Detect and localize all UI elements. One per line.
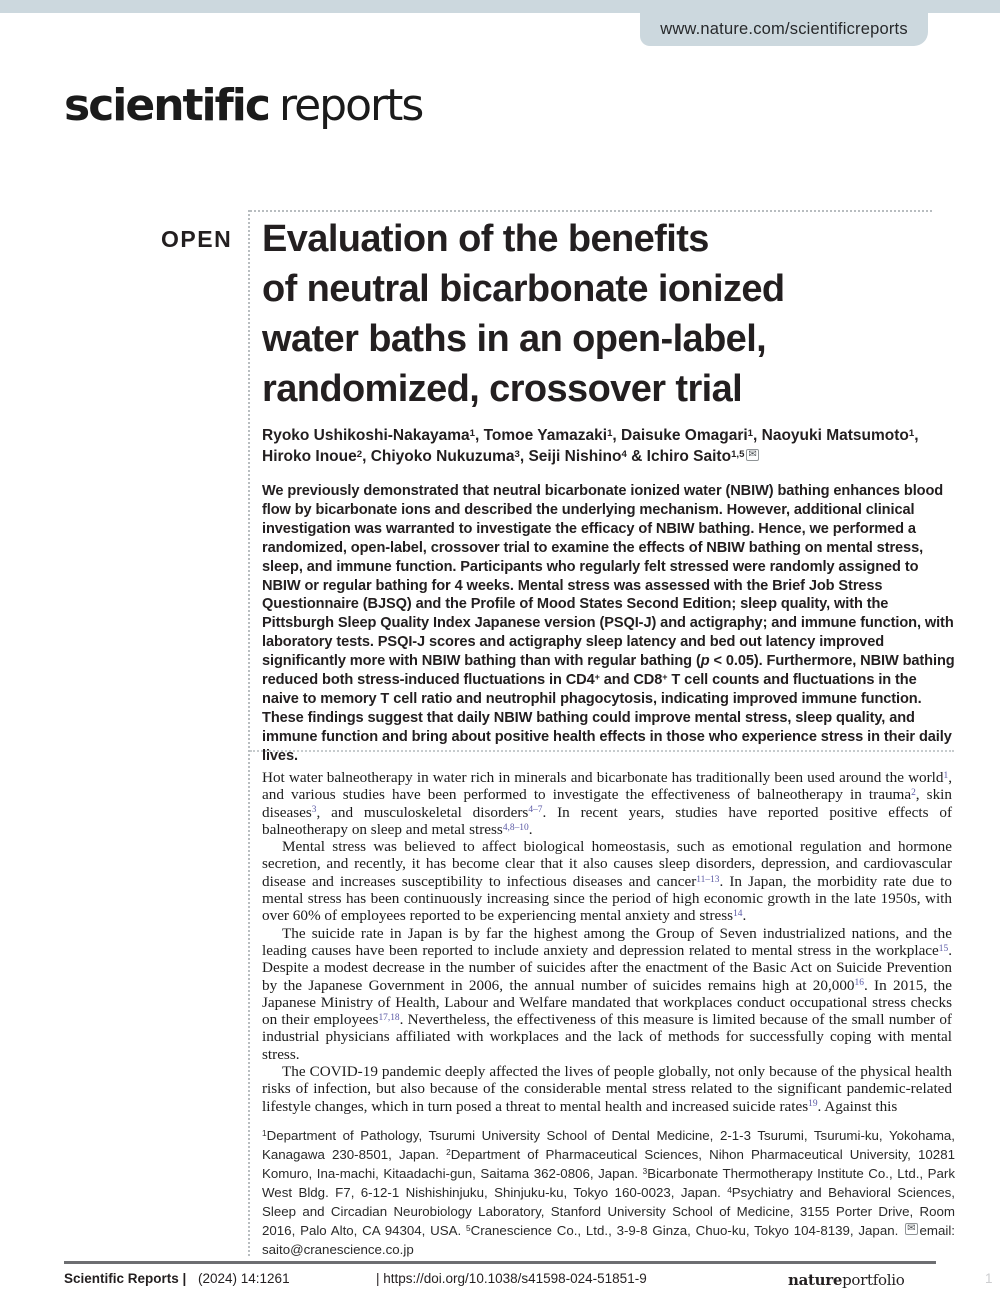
email-link[interactable]: saito@cranescience.co.jp: [262, 1242, 414, 1257]
dotted-divider-top: [250, 210, 932, 212]
citation-ref[interactable]: 4,8–10: [502, 822, 529, 833]
footer-journal-name: Scientific Reports |: [64, 1271, 187, 1286]
article-title: [262, 214, 962, 414]
page-number: 1: [985, 1271, 993, 1286]
citation-ref[interactable]: 4–7: [528, 805, 543, 816]
body-paragraph-1: Hot water balneotherapy in water rich in minerals and bicarbonate has traditionally been used around the world$^1$, and various studies have been performed to investigate the effectiveness of balneotherapy in trauma$^2$, skin diseases$^3$, and musculoskeletal disorders$^{4-7}$. In recent years, studies have reported positive effects of balneotherapy on sleep and metal stress$^{4,8-10}$.: [262, 769, 952, 838]
citation-ref[interactable]: 11–13: [696, 874, 720, 885]
journal-logo: [64, 80, 422, 131]
abstract-text: We previously demonstrated that neutral bicarbonate ionized water (NBIW) bathing enhances blood flow by bicarbonate ions and described the underlying mechanism. However, additional clinical investigation was warranted to investigate the efficacy of NBIW bathing. Hence, we performed a randomized, open-label, crossover trial to examine the effects of NBIW bathing on mental stress, sleep, and immune function. Participants who regularly felt stressed were randomly assigned to NBIW or regular bathing for 4 weeks. Mental stress was assessed with the Brief Job Stress Questionnaire (BJSQ) and the Profile of Mood States Second Edition; sleep quality, with the Pittsburgh Sleep Quality Index Japanese version (PSQI-J) and actigraphy; and immune function, with laboratory tests. PSQI-J scores and actigraphy sleep latency and bed out latency improved significantly more with NBIW bathing than with regular bathing (p < 0.05). Furthermore, NBIW bathing reduced both stress-induced fluctuations in CD4+ and CD8+ T cell counts and fluctuations in the naive to memory T cell ratio and neutrophil phagocytosis, indicating improved immune function. These findings suggest that daily NBIW bathing could improve mental stress, sleep quality, and immune function and bring about positive health effects in those who experience stress in their daily lives.: [262, 483, 955, 764]
affiliations-footnote: $^1$Department of Pathology, Tsurumi University School of Dental Medicine, 2-1-3 Tsurumi, Tsurumi-ku, Yokohama, Kanagawa 230-8501, Japan. $^2$Department of Pharmaceutical Sciences, Nihon Pharmaceutical University, 10281 Komuro, Ina-machi, Kitaadachi-gun, Saitama 362-0806, Japan. $^3$Bicarbonate Thermotherapy Institute Co., Ltd., Park West Bldg. F7, 6-12-1 Nishishinjuku, Shinjuku-ku, Tokyo 160-0023, Japan. $^4$Psychiatry and Behavioral Sciences, Sleep and Circadian Neurobiology Laboratory, Stanford University School of Medicine, 3155 Porter Drive, Room 2016, Palo Alto, CA 94304, USA. $^5$Cranescience Co., Ltd., 3-9-8 Ginza, Chuo-ku, Tokyo 104-8139, Japan. ✉ email: saito@cranescience.co.jp: [262, 1128, 955, 1257]
body-paragraph-2: Mental stress was believed to affect biological homeostasis, such as emotional regulation and hormone secretion, and recently, it has become clear that it also causes sleep disorders, depression, and cardiovascular disease and increases susceptibility to infectious diseases and cancer$^{11-13}$. In Japan, the morbidity rate due to mental stress has been continuously increasing since the period of high economic growth in the late 1950s, with over 60% of employees reported to be experiencing mental anxiety and stress$^{14}$.: [262, 838, 952, 925]
title-line-3: water baths in an open-label,: [262, 318, 767, 360]
introduction-section: [262, 769, 952, 1115]
author-list: Ryoko Ushikoshi-Nakayama$^1$, Tomoe Yamazaki$^1$, Daisuke Omagari$^1$, Naoyuki Matsumoto$^1$, Hiroko Inoue$^2$, Chiyoko Nukuzuma$^3$, Seiji Nishino$^4$ & Ichiro Saito$^{1,5}$ ✉: [262, 427, 919, 465]
header-bar: [0, 0, 1000, 13]
nature-portfolio-logo: [788, 1271, 904, 1289]
citation-ref[interactable]: 3: [311, 805, 317, 816]
citation-ref[interactable]: 16: [854, 978, 864, 989]
brand-portfolio: portfolio: [842, 1271, 905, 1289]
citation-ref[interactable]: 2: [911, 788, 916, 799]
journal-url-tab[interactable]: [640, 13, 928, 46]
envelope-icon: ✉: [907, 1223, 916, 1234]
brand-nature: nature: [788, 1271, 843, 1289]
journal-url[interactable]: www.nature.com/scientificreports: [660, 20, 908, 38]
citation-ref[interactable]: 14: [733, 909, 743, 920]
citation-ref[interactable]: 1: [943, 770, 949, 781]
envelope-icon: ✉: [748, 449, 757, 460]
body-paragraph-3: The suicide rate in Japan is by far the highest among the Group of Seven industrialized nations, and the leading causes have been reported to include anxiety and depression related to mental stress in the workplace$^{15}$. Despite a modest decrease in the number of suicides after the enactment of the Basic Act on Suicide Prevention by the Japanese Government in 2006, the annual number of suicides remains high at 20,000$^{16}$. In 2015, the Japanese Ministry of Health, Labour and Welfare mandated that workplaces conduct occupational stress checks on their employees$^{17,18}$. Nevertheless, the effectiveness of this measure is limited because of the small number of industrial physicians affiliated with workplaces and the lack of methods for successfully coping with mental stress.: [262, 924, 952, 1063]
citation-ref[interactable]: 17,18: [378, 1012, 400, 1023]
title-line-1: Evaluation of the benefits: [262, 218, 709, 260]
body-paragraph-4: The COVID-19 pandemic deeply affected the lives of people globally, not only because of the physical health risks of infection, but also because of the considerable mental stress related to the significant pandemic-related lifestyle changes, which in turn posed a threat to mental health and increased suicide rates$^{19}$. Against this: [262, 1063, 952, 1115]
logo-scientific: scientific: [64, 80, 269, 131]
dotted-divider-vertical: [248, 210, 250, 1256]
footer-doi-link[interactable]: | https://doi.org/10.1038/s41598-024-51851-9: [376, 1271, 647, 1286]
citation-ref[interactable]: 19: [808, 1099, 818, 1110]
open-access-label: OPEN: [161, 226, 233, 252]
title-line-4: randomized, crossover trial: [262, 368, 743, 410]
footer-rule: [64, 1261, 936, 1264]
citation-ref[interactable]: 15: [938, 943, 949, 954]
title-line-2: of neutral bicarbonate ionized: [262, 268, 785, 310]
footer-citation: (2024) 14:1261: [198, 1271, 290, 1286]
logo-reports: reports: [278, 80, 423, 131]
